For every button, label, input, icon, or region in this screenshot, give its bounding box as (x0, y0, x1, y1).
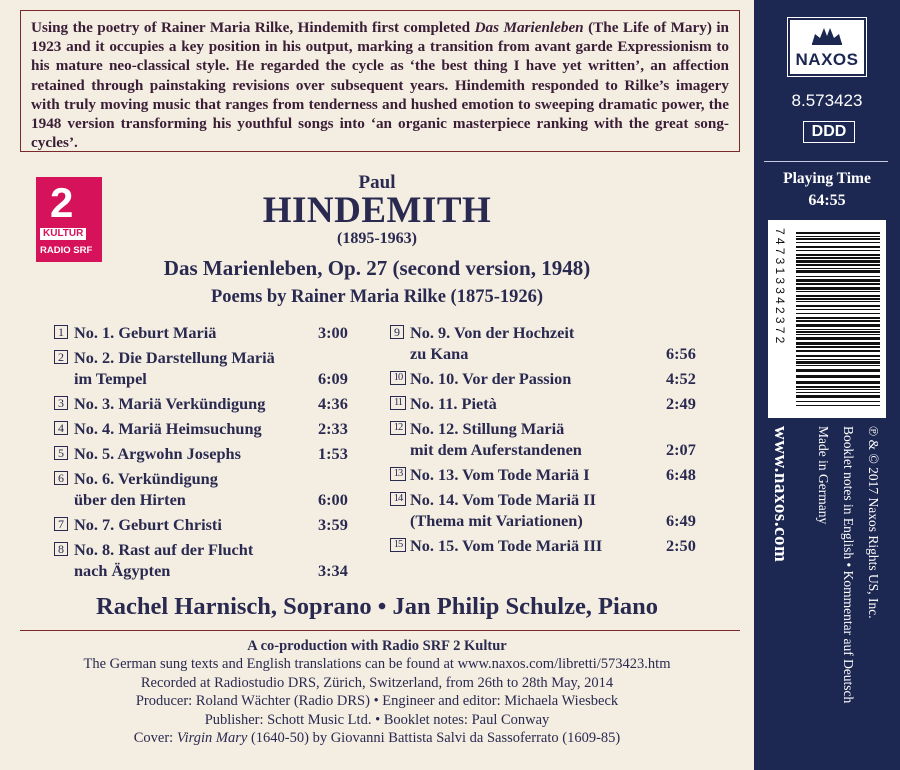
barcode-bar (796, 365, 880, 366)
barcode-bar (796, 264, 880, 266)
barcode-bar (796, 337, 880, 340)
barcode-bar (796, 392, 880, 393)
playing-time-value: 64:55 (808, 192, 846, 209)
track-duration: 3:59 (318, 515, 348, 534)
barcode-bar (796, 305, 880, 307)
barcode-bar (796, 246, 880, 248)
barcode-bar (796, 350, 880, 352)
intro-text-box (20, 10, 740, 152)
playing-time-label: Playing Time (783, 170, 871, 187)
track-title: No. 9. Von der Hochzeit (410, 323, 575, 342)
track-item (390, 535, 706, 556)
track-item (390, 393, 706, 414)
track-title: zu Kana (410, 344, 469, 363)
track-number: 8 (54, 542, 68, 556)
track-duration: 6:09 (318, 369, 348, 388)
track-number: 14 (390, 492, 406, 506)
composer-dates: (1895-1963) (337, 230, 417, 247)
track-title: No. 8. Rast auf der Flucht (74, 540, 254, 559)
track-title: nach Ägypten (74, 561, 171, 580)
track-duration: 6:56 (666, 344, 696, 363)
logo-radio-text: RADIO SRF (40, 245, 93, 256)
track-title: No. 15. Vom Tode Mariä III (410, 536, 603, 555)
barcode-bar (796, 287, 880, 290)
track-title: No. 12. Stillung Mariä (410, 419, 565, 438)
barcode-bar (796, 298, 880, 300)
track-title: No. 11. Pietà (410, 394, 497, 413)
track-item (54, 514, 358, 535)
track-number: 11 (390, 396, 406, 410)
cover-suffix: (1640-50) by Giovanni Battista Salvi da Sassoferrato (1609-85) (247, 730, 621, 747)
barcode-bar (796, 250, 880, 251)
barcode-bar (796, 232, 880, 234)
track-number: 7 (54, 517, 68, 531)
barcode-digits: 747313342372 (773, 228, 787, 347)
track-number: 2 (54, 350, 68, 364)
barcode-bar (796, 386, 880, 388)
barcode-bar (796, 291, 880, 292)
track-title: (Thema mit Variationen) (410, 511, 583, 530)
barcode-bar (796, 361, 880, 364)
publisher-credit: Publisher: Schott Music Ltd. • Booklet notes: Paul Conway (204, 711, 550, 728)
track-item (390, 368, 706, 389)
naxos-wordmark: NAXOS (795, 50, 859, 69)
booklet-notes-info: Booklet notes in English • Kommentar auf Deutsch (841, 426, 856, 704)
barcode-bar (796, 389, 880, 390)
cover-title: Virgin Mary (176, 730, 248, 747)
track-title: No. 2. Die Darstellung Mariä (74, 348, 275, 367)
track-title: No. 7. Geburt Christi (74, 515, 222, 534)
libretti-note: The German sung texts and English translations can be found at www.naxos.com/libretti/573423.htm (83, 656, 671, 673)
copyright-notice: ℗ & © 2017 Naxos Rights US, Inc. (866, 426, 881, 619)
track-duration: 1:53 (318, 444, 348, 463)
recording-note: Recorded at Radiostudio DRS, Zürich, Switzerland, from 26th to 28th May, 2014 (140, 674, 614, 691)
track-item (390, 418, 706, 460)
track-item (54, 347, 358, 389)
track-item (390, 489, 706, 531)
track-number: 15 (390, 538, 406, 552)
track-title: No. 3. Mariä Verkündigung (74, 394, 266, 413)
barcode-bar (796, 320, 880, 322)
track-item (390, 464, 706, 485)
barcode-bar (796, 346, 880, 348)
barcode-bar (796, 257, 880, 259)
track-duration: 3:00 (318, 323, 348, 342)
track-number: 10 (390, 371, 406, 385)
track-number: 12 (390, 421, 406, 435)
track-number: 1 (54, 325, 68, 339)
naxos-logo (788, 18, 866, 76)
track-duration: 4:36 (318, 394, 348, 413)
track-number: 6 (54, 471, 68, 485)
intro-text-part2: (The Life of Mary) in 1923 and it occupies a key position in his output, marking a transition from avant garde Expressionism to his mature neo-classical style. He regarded the cycle as ‘the best thing I have yet written’, an affection retained through painstaking revisions over subsequent years. Hindemith responded to Rilke’s imagery with truly moving music that ranges from tenderness and hushed emotion to sweeping dramatic power, the 1948 version transforming his youthful songs into ‘an organic masterpiece ranking with the great song-cycles’. (31, 19, 729, 152)
work-poems-credit: Poems by Rainer Maria Rilke (1875-1926) (210, 287, 544, 307)
track-item (54, 443, 358, 464)
barcode-bar (796, 260, 880, 263)
logo-kultur-text: KULTUR (40, 228, 86, 240)
production-credits (0, 637, 754, 747)
barcode-bar (796, 283, 880, 285)
track-item (54, 418, 358, 439)
barcode-bar (796, 329, 880, 330)
track-title: No. 5. Argwohn Josephs (74, 444, 241, 463)
barcode-bar (796, 236, 880, 237)
naxos-crest-icon (810, 24, 844, 46)
barcode-graphic (768, 220, 886, 418)
track-item (390, 322, 706, 364)
barcode-bar (796, 359, 880, 360)
catalog-number: 8.573423 (791, 91, 863, 110)
track-duration: 2:49 (666, 394, 696, 413)
cover-prefix: Cover: (133, 730, 177, 747)
track-number: 5 (54, 446, 68, 460)
track-item (54, 322, 358, 343)
track-title: No. 14. Vom Tode Mariä II (410, 490, 596, 509)
barcode-bar (796, 381, 880, 384)
barcode-bar (796, 355, 880, 357)
barcode-bar (796, 254, 880, 256)
track-number: 3 (54, 396, 68, 410)
barcode-bar (796, 268, 880, 269)
barcode-bar (796, 342, 880, 345)
barcode-bar (796, 395, 880, 398)
barcode-bar (796, 324, 880, 327)
logo-numeral: 2 (50, 179, 74, 226)
track-duration: 4:52 (666, 369, 696, 388)
barcode-bar (796, 270, 880, 273)
cover-credit (0, 729, 754, 747)
barcode-bar (796, 276, 880, 277)
track-title: No. 6. Verkündigung (74, 469, 218, 488)
barcode-bar (796, 309, 880, 310)
track-title: im Tempel (74, 369, 147, 388)
track-title: mit dem Auferstandenen (410, 440, 582, 459)
composer-first-name: Paul (358, 172, 396, 193)
barcode-bar (796, 279, 880, 282)
track-title: No. 13. Vom Tode Mariä I (410, 465, 590, 484)
producer-credit: Producer: Roland Wächter (Radio DRS) • Engineer and editor: Michaela Wiesbeck (135, 693, 619, 710)
track-number: 9 (390, 325, 404, 339)
website-url[interactable]: www.naxos.com (770, 426, 791, 563)
track-title: No. 4. Mariä Heimsuchung (74, 419, 262, 438)
track-item (54, 468, 358, 510)
track-item (54, 393, 358, 414)
barcode-bar (796, 375, 880, 378)
track-duration: 6:48 (666, 465, 696, 484)
work-title: Das Marienleben, Op. 27 (second version, 1948) (163, 256, 591, 280)
barcode-bar (796, 295, 880, 297)
barcode-bar (796, 334, 880, 335)
track-number: 4 (54, 421, 68, 435)
barcode-bar (796, 369, 880, 372)
made-in-note: Made in Germany (816, 426, 831, 525)
ddd-badge: DDD (803, 121, 855, 143)
barcode-bar (796, 401, 880, 402)
barcode (768, 220, 886, 418)
track-duration: 2:50 (666, 536, 696, 555)
barcode-bar (796, 301, 880, 302)
composer-last-name: HINDEMITH (262, 190, 492, 231)
sidebar-divider (764, 161, 888, 162)
divider-line (20, 630, 740, 631)
intro-text-part1: Using the poetry of Rainer Maria Rilke, Hindemith first completed (31, 19, 475, 36)
track-duration: 3:34 (318, 561, 348, 580)
track-title: No. 1. Geburt Mariä (74, 323, 217, 342)
track-number: 13 (390, 467, 406, 481)
track-duration: 6:49 (666, 511, 696, 530)
coproduction-note: A co-production with Radio SRF 2 Kultur (247, 638, 507, 654)
barcode-bar (796, 317, 880, 319)
track-title: No. 10. Vor der Passion (410, 369, 572, 388)
performers: Rachel Harnisch, Soprano • Jan Philip Schulze, Piano (96, 593, 658, 620)
barcode-bar (796, 313, 880, 314)
track-duration: 2:33 (318, 419, 348, 438)
track-item (54, 539, 358, 581)
barcode-bar (796, 238, 880, 240)
intro-work-title: Das Marienleben (474, 19, 584, 36)
track-title: über den Hirten (74, 490, 186, 509)
barcode-bar (796, 331, 880, 333)
track-duration: 6:00 (318, 490, 348, 509)
barcode-bar (796, 242, 880, 243)
barcode-bar (796, 405, 880, 406)
track-duration: 2:07 (666, 440, 696, 459)
